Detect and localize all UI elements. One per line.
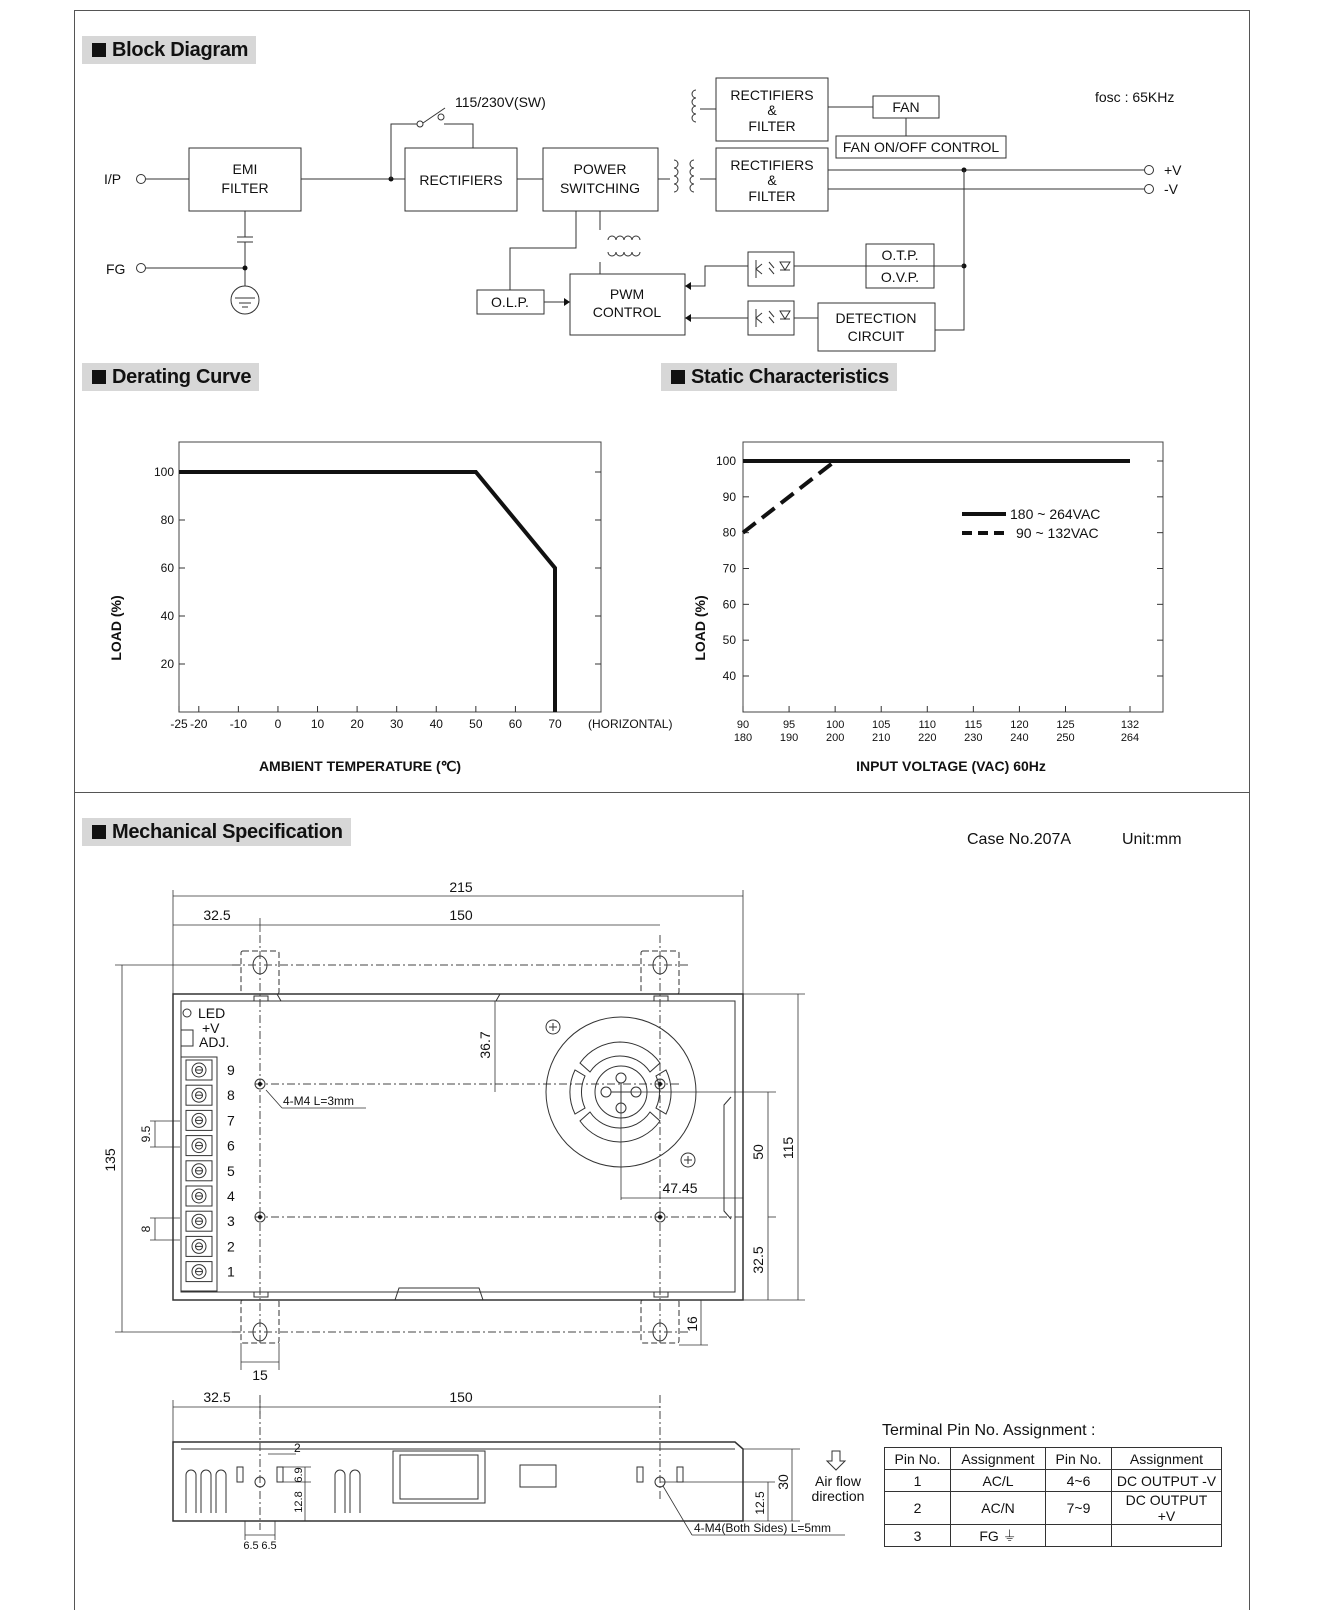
olp-label: O.L.P.	[491, 294, 529, 310]
rect-filter-filter: FILTER	[748, 188, 796, 204]
rectifiers-label: RECTIFIERS	[419, 172, 503, 188]
plus-v-label: +V	[1164, 162, 1182, 178]
table-row	[885, 1492, 1222, 1525]
x-tick-label: 0	[274, 717, 282, 731]
dim-9-5: 9.5	[139, 1125, 153, 1143]
power-label: POWER	[573, 161, 627, 177]
x-tick-label: 125	[1056, 719, 1075, 731]
y-tick-label: 40	[160, 609, 174, 623]
table-cell: 1	[885, 1470, 951, 1492]
filter-label: FILTER	[221, 180, 269, 196]
x-tick-label: -20	[190, 717, 208, 731]
terminal-number: 7	[227, 1112, 235, 1129]
column-header: Assignment	[1112, 1448, 1222, 1470]
detection-label: DETECTION	[835, 310, 917, 326]
table-cell: FG ⏚	[951, 1525, 1046, 1547]
x-tick-label-secondary: 190	[779, 732, 799, 744]
y-tick-label: 40	[722, 669, 736, 683]
derating-x-axis-label: AMBIENT TEMPERATURE (℃)	[258, 758, 462, 774]
fan-label: FAN	[892, 99, 920, 115]
terminal-number: 9	[227, 1062, 235, 1078]
minus-v-label: -V	[1164, 181, 1178, 197]
y-tick-label: 20	[160, 657, 174, 671]
fosc-label: fosc : 65KHz	[1095, 89, 1175, 105]
table-cell: 2	[885, 1492, 951, 1525]
x-tick-label: 70	[548, 717, 562, 731]
pin-table-caption: Terminal Pin No. Assignment :	[882, 1422, 1096, 1439]
table-cell: DC OUTPUT -V	[1112, 1470, 1222, 1492]
x-tick-label-secondary: 210	[872, 732, 891, 744]
dim-36-7: 36.7	[477, 1031, 493, 1059]
x-tick-label-secondary: 250	[1056, 732, 1075, 744]
static-y-axis-label: LOAD (%)	[692, 595, 708, 661]
terminal-number: 5	[227, 1162, 235, 1179]
table-cell: AC/N	[951, 1492, 1046, 1525]
dim-47-45: 47.45	[662, 1180, 698, 1196]
fan-control-label: FAN ON/OFF CONTROL	[842, 139, 1000, 155]
x-tick-label: -10	[229, 717, 248, 731]
section-title: Block Diagram	[112, 39, 249, 61]
side-dim-12-8: 12.8	[293, 1491, 305, 1513]
side-dim-12-5: 12.5	[753, 1491, 767, 1515]
label-window	[520, 1465, 556, 1487]
y-tick-label: 80	[722, 525, 736, 540]
x-tick-label: 110	[918, 719, 937, 731]
rect-filter-top-label: RECTIFIERS	[730, 87, 814, 103]
table-cell	[1112, 1525, 1222, 1547]
vent-slots-icon	[186, 1470, 360, 1513]
switching-label: SWITCHING	[559, 180, 641, 196]
terminal-number: 2	[227, 1238, 235, 1255]
x-tick-label-secondary: 200	[825, 732, 845, 744]
section-title: Derating Curve	[112, 366, 252, 388]
y-tick-label: 100	[715, 454, 736, 468]
adj-label: ADJ.	[199, 1034, 230, 1050]
x-tick-label-secondary: 240	[1010, 732, 1029, 744]
column-header: Pin No.	[1046, 1448, 1112, 1470]
table-header-row	[885, 1448, 1222, 1470]
ip-label: I/P	[104, 171, 122, 187]
x-tick-label: 30	[390, 717, 404, 731]
y-tick-label: 50	[722, 633, 736, 648]
table-cell: DC OUTPUT +V	[1112, 1492, 1222, 1525]
circuit-label: CIRCUIT	[847, 328, 905, 344]
mount-spec-side: 4-M4(Both Sides) L=5mm	[694, 1521, 832, 1535]
pin-assignment-table	[884, 1447, 1222, 1547]
terminal-number: 8	[227, 1087, 235, 1104]
ovp-label: O.V.P.	[880, 269, 920, 285]
emi-label: EMI	[232, 161, 258, 177]
case-number: Case No.207A	[967, 831, 1072, 848]
led-label: LED	[198, 1005, 226, 1021]
section-title: Mechanical Specification	[112, 821, 343, 843]
mount-spec-top: 4-M4 L=3mm	[283, 1094, 355, 1108]
static-x-axis-label: INPUT VOLTAGE (VAC) 60Hz	[856, 758, 1046, 774]
fg-label: FG	[106, 261, 126, 277]
x-tick-label: 105	[872, 719, 891, 731]
dim-135: 135	[102, 1148, 118, 1172]
table-cell: AC/L	[951, 1470, 1046, 1492]
column-header: Pin No.	[885, 1448, 951, 1470]
x-tick-label-secondary: 180	[733, 732, 753, 744]
terminal-number: 1	[227, 1263, 235, 1280]
side-dim-6-5-right: 6.5	[261, 1540, 277, 1552]
rect-filter-label: RECTIFIERS	[730, 157, 814, 173]
dim-8: 8	[139, 1225, 153, 1233]
y-tick-label: 60	[722, 597, 736, 612]
x-tick-label: 20	[350, 717, 364, 731]
side-dim-6-5-left: 6.5	[243, 1540, 259, 1552]
plus-v-label: +V	[202, 1020, 220, 1036]
dim-32-5: 32.5	[203, 907, 231, 923]
x-tick-label: (HORIZONTAL)	[588, 717, 673, 731]
y-tick-label: 80	[160, 513, 174, 527]
x-tick-label: 60	[508, 717, 523, 731]
dim-115: 115	[780, 1136, 796, 1160]
pwm-label: PWM	[609, 286, 645, 302]
dim-215: 215	[449, 879, 473, 895]
x-tick-label: 100	[825, 719, 845, 731]
side-dim-150: 150	[449, 1389, 473, 1405]
terminal-number: 6	[227, 1137, 235, 1154]
x-tick-label: -25	[170, 717, 188, 731]
column-header: Assignment	[951, 1448, 1046, 1470]
table-row	[885, 1525, 1222, 1547]
terminal-number: 4	[227, 1188, 235, 1204]
airflow-label: Air flow	[815, 1473, 861, 1489]
side-dim-30: 30	[775, 1474, 791, 1490]
section-title: Static Characteristics	[691, 366, 889, 388]
x-tick-label: 95	[782, 719, 796, 731]
y-tick-label: 100	[153, 465, 174, 479]
dim-50: 50	[750, 1144, 766, 1160]
side-outline	[173, 1442, 743, 1521]
rect-filter-top-filter: FILTER	[748, 118, 796, 134]
side-dim-6-9: 6.9	[293, 1467, 305, 1483]
dim-32-5-vertical: 32.5	[750, 1246, 766, 1274]
control-label: CONTROL	[592, 304, 662, 320]
rect-filter-amp: &	[767, 172, 777, 188]
unit-label: Unit:mm	[1122, 831, 1182, 848]
x-tick-label: 90	[736, 719, 750, 731]
airflow-arrow-icon	[827, 1451, 845, 1470]
legend-series-2: 90 ~ 132VAC	[1016, 525, 1099, 541]
terminal-number: 3	[227, 1213, 235, 1230]
x-tick-label: 120	[1010, 719, 1029, 731]
table-cell: 7~9	[1046, 1492, 1112, 1525]
y-tick-label: 90	[722, 489, 736, 504]
otp-label: O.T.P.	[881, 247, 919, 263]
table-cell	[1046, 1525, 1112, 1547]
dim-150: 150	[449, 907, 473, 923]
x-tick-label-secondary: 220	[918, 732, 937, 744]
switch-label: 115/230V(SW)	[455, 94, 546, 110]
table-cell: 3	[885, 1525, 951, 1547]
dim-15: 15	[252, 1367, 268, 1383]
derating-y-axis-label: LOAD (%)	[108, 595, 124, 661]
y-tick-label: 60	[160, 561, 174, 575]
x-tick-label: 50	[469, 717, 483, 731]
x-tick-label: 40	[429, 717, 443, 731]
dim-16: 16	[684, 1316, 700, 1332]
x-tick-label: 132	[1120, 719, 1140, 731]
side-dim-32-5: 32.5	[203, 1389, 231, 1405]
table-cell: 4~6	[1046, 1470, 1112, 1492]
side-dim-2: 2	[294, 1441, 301, 1455]
rect-filter-top-amp: &	[767, 102, 777, 118]
table-row	[885, 1470, 1222, 1492]
legend-series-1: 180 ~ 264VAC	[1010, 506, 1101, 522]
x-tick-label: 10	[310, 717, 325, 731]
ac-inlet-outline	[393, 1451, 485, 1503]
x-tick-label-secondary: 264	[1120, 732, 1140, 744]
y-tick-label: 70	[722, 561, 736, 576]
x-tick-label-secondary: 230	[964, 732, 983, 744]
airflow-direction-label: direction	[811, 1488, 865, 1504]
x-tick-label: 115	[964, 719, 983, 731]
